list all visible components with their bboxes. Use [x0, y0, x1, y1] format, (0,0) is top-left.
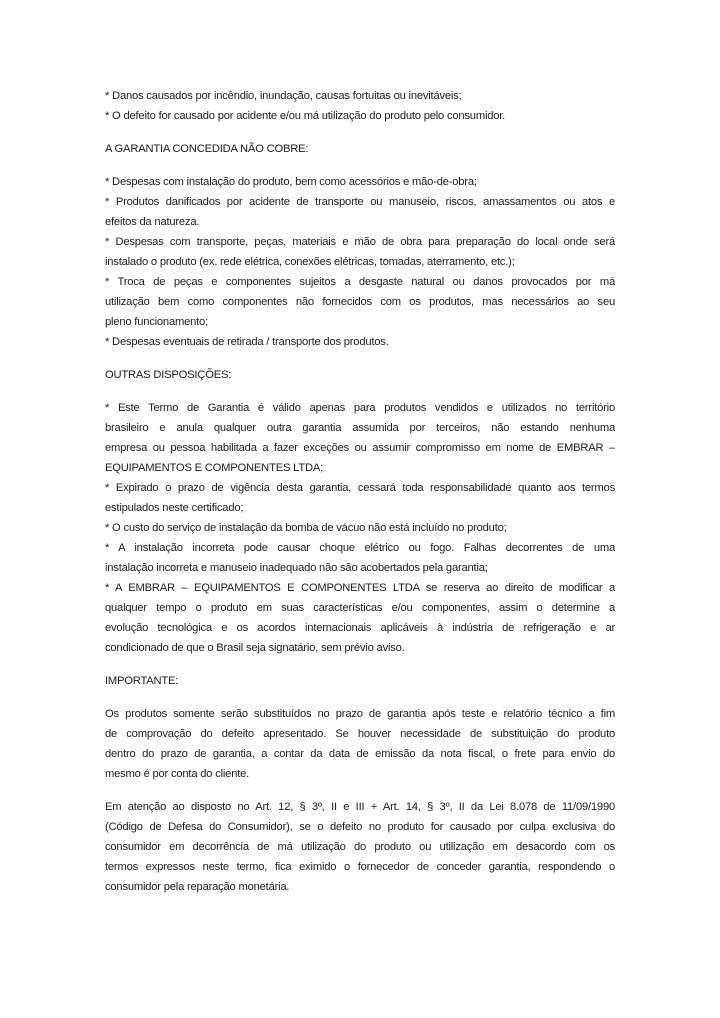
other-provisions-items-paragraph: [105, 398, 615, 658]
not-covered-items-paragraph: [105, 172, 615, 352]
doc-line: termos expressos neste termo, fica eximido o fornecedor de conceder garantia, respondendo o: [105, 861, 615, 873]
doc-line: * O custo do serviço de instalação da bomba de vácuo não está incluído no produto;: [105, 522, 507, 534]
other-provisions-heading: OUTRAS DISPOSIÇÕES:: [105, 369, 232, 381]
doc-line: condicionado de que o Brasil seja signatário, sem prévio aviso.: [105, 642, 405, 654]
doc-line: utilização bem como componentes não fornecidos com os produtos, mas necessários ao seu: [105, 296, 615, 308]
exclusions-intro-paragraph: [105, 86, 615, 126]
consumer-code-paragraph: [105, 797, 615, 897]
section-other-provisions: [105, 365, 615, 385]
doc-line: * Troca de peças e componentes sujeitos a desgaste natural ou danos provocados por má: [105, 276, 615, 288]
doc-line: de comprovação do defeito apresentado. Se houver necessidade de substituição do produto: [105, 728, 615, 740]
doc-line: Em atenção ao disposto no Art. 12, § 3º, II e III + Art. 14, § 3º, II da Lei 8.078 de 11/09/1990: [105, 801, 615, 813]
section-important: [105, 671, 615, 691]
doc-line: * Despesas com instalação do produto, bem como acessórios e mão-de-obra;: [105, 176, 477, 188]
doc-line: mesmo é por conta do cliente.: [105, 768, 250, 780]
doc-line: consumidor em decorrência de má utilização do produto ou utilização em desacordo com os: [105, 841, 615, 853]
warranty-terms-text: [105, 86, 615, 897]
doc-line: * A instalação incorreta pode causar choque elétrico ou fogo. Falhas decorrentes de uma: [105, 542, 615, 554]
doc-line: qualquer tempo o produto em suas características e/ou componentes, assim o determine a: [105, 602, 615, 614]
important-heading: IMPORTANTE:: [105, 675, 179, 687]
doc-line: Os produtos somente serão substituídos no prazo de garantia após teste e relatório técnico a fim: [105, 708, 615, 720]
doc-line: estipulados neste certificado;: [105, 502, 244, 514]
doc-line: * Expirado o prazo de vigência desta garantia, cessará toda responsabilidade quanto aos termos: [105, 482, 615, 494]
section-not-covered: [105, 139, 615, 159]
doc-line: efeitos da natureza.: [105, 216, 200, 228]
doc-line: consumidor pela reparação monetária.: [105, 881, 290, 893]
doc-line: EQUIPAMENTOS E COMPONENTES LTDA;: [105, 462, 324, 474]
doc-line: evolução tecnológica e os acordos internacionais aplicáveis à indústria de refrigeração e ar: [105, 622, 615, 634]
doc-line: (Código de Defesa do Consumidor), se o defeito no produto for causado por culpa exclusiva do: [105, 821, 615, 833]
doc-line: * Este Termo de Garantia é válido apenas para produtos vendidos e utilizados no território: [105, 402, 615, 414]
doc-line: instalação incorreta e manuseio inadequado não são acobertados pela garantia;: [105, 562, 488, 574]
doc-line: pleno funcionamento;: [105, 316, 208, 328]
doc-line: instalado o produto (ex. rede elétrica, conexões elétricas, tomadas, aterramento, etc.);: [105, 256, 515, 268]
doc-line: * Despesas com transporte, peças, materiais e mão de obra para preparação do local onde será: [105, 236, 615, 248]
doc-line: * A EMBRAR – EQUIPAMENTOS E COMPONENTES LTDA se reserva ao direito de modificar a: [105, 582, 615, 594]
doc-line: brasileiro e anula qualquer outra garantia assumida por terceiros, não estando nenhuma: [105, 422, 615, 434]
not-covered-heading: A GARANTIA CONCEDIDA NÃO COBRE:: [105, 143, 309, 155]
doc-line: dentro do prazo de garantia, a contar da data de emissão da nota fiscal, o frete para envio do: [105, 748, 615, 760]
doc-line: * Despesas eventuais de retirada / transporte dos produtos.: [105, 336, 389, 348]
doc-line: * O defeito for causado por acidente e/ou má utilização do produto pelo consumidor.: [105, 110, 506, 122]
doc-line: * Danos causados por incêndio, inundação, causas fortuitas ou inevitáveis;: [105, 90, 462, 102]
doc-line: * Produtos danificados por acidente de transporte ou manuseio, riscos, amassamentos ou atos e: [105, 196, 615, 208]
replacement-policy-paragraph: [105, 704, 615, 784]
doc-line: empresa ou pessoa habilitada a fazer exceções ou assumir compromisso em nome de EMBRAR –: [105, 442, 615, 454]
